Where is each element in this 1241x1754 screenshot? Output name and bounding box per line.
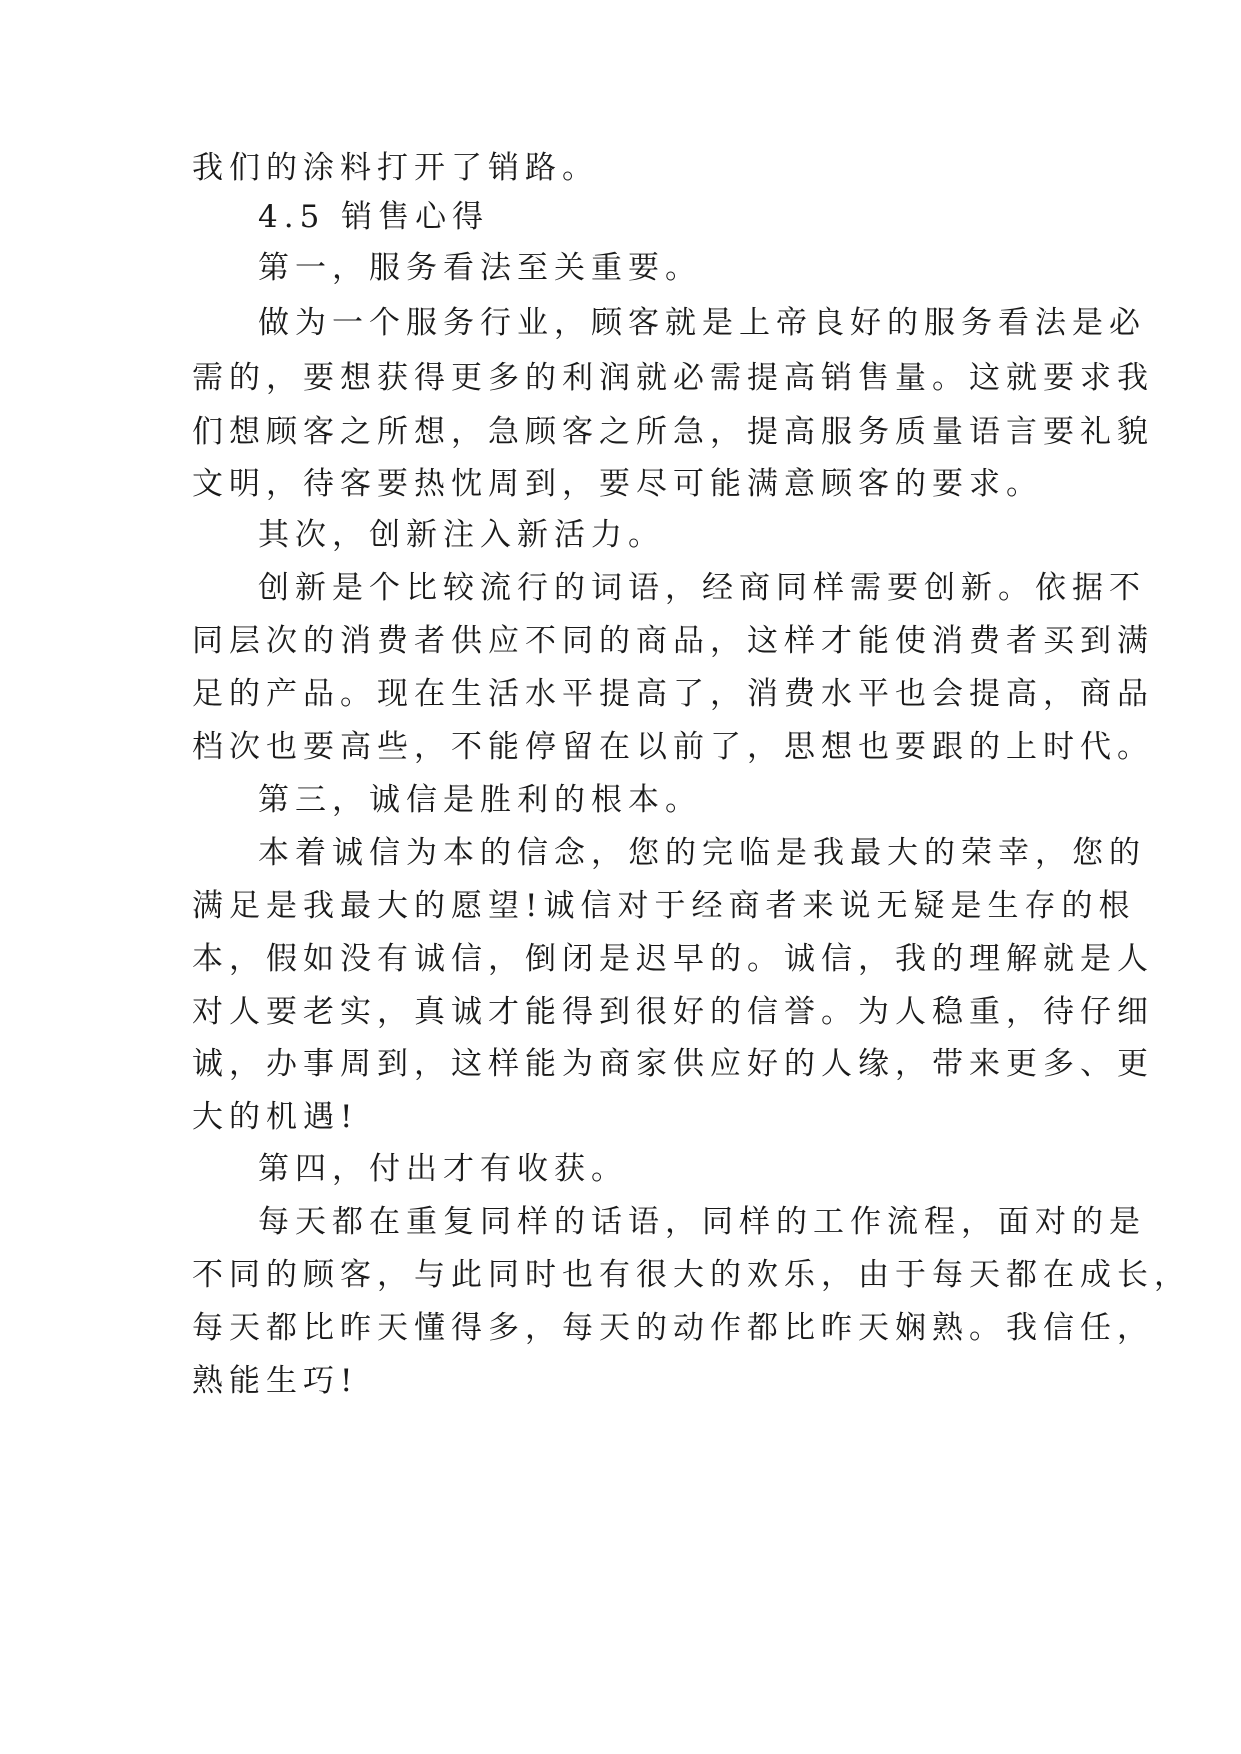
text-line: 每天都在重复同样的话语，同样的工作流程，面对的是 bbox=[258, 1204, 1146, 1240]
text-line: 创新是个比较流行的词语，经商同样需要创新。依据不 bbox=[258, 570, 1146, 606]
text-line: 不同的顾客，与此同时也有很大的欢乐，由于每天都在成长， bbox=[192, 1257, 1191, 1293]
text-line: 大的机遇! bbox=[192, 1099, 359, 1135]
text-line: 足的产品。现在生活水平提高了，消费水平也会提高，商品 bbox=[192, 676, 1154, 712]
text-line: 做为一个服务行业，顾客就是上帝良好的服务看法是必 bbox=[258, 305, 1146, 341]
text-line: 档次也要高些，不能停留在以前了，思想也要跟的上时代。 bbox=[192, 729, 1154, 765]
text-line: 需的，要想获得更多的利润就必需提高销售量。这就要求我 bbox=[192, 360, 1154, 396]
point-heading: 第一，服务看法至关重要。 bbox=[258, 250, 702, 286]
text-line: 同层次的消费者供应不同的商品，这样才能使消费者买到满 bbox=[192, 623, 1154, 659]
text-line: 本，假如没有诚信，倒闭是迟早的。诚信，我的理解就是人 bbox=[192, 941, 1154, 977]
text-line: 文明，待客要热忱周到，要尽可能满意顾客的要求。 bbox=[192, 466, 1043, 502]
text-line: 每天都比昨天懂得多，每天的动作都比昨天娴熟。我信任， bbox=[192, 1310, 1154, 1346]
text-line: 诚，办事周到，这样能为商家供应好的人缘，带来更多、更 bbox=[192, 1046, 1154, 1082]
point-heading: 其次，创新注入新活力。 bbox=[258, 517, 665, 553]
text-line: 我们的涂料打开了销路。 bbox=[192, 150, 599, 186]
text-line: 熟能生巧! bbox=[192, 1363, 359, 1399]
point-heading: 第三，诚信是胜利的根本。 bbox=[258, 782, 702, 818]
section-heading: 4.5 销售心得 bbox=[258, 199, 490, 235]
text-line: 们想顾客之所想，急顾客之所急，提高服务质量语言要礼貌 bbox=[192, 414, 1154, 450]
text-line: 对人要老实，真诚才能得到很好的信誉。为人稳重，待仔细 bbox=[192, 994, 1154, 1030]
text-line: 满足是我最大的愿望!诚信对于经商者来说无疑是生存的根 bbox=[192, 888, 1136, 924]
point-heading: 第四，付出才有收获。 bbox=[258, 1151, 628, 1187]
text-line: 本着诚信为本的信念，您的完临是我最大的荣幸，您的 bbox=[258, 835, 1146, 871]
